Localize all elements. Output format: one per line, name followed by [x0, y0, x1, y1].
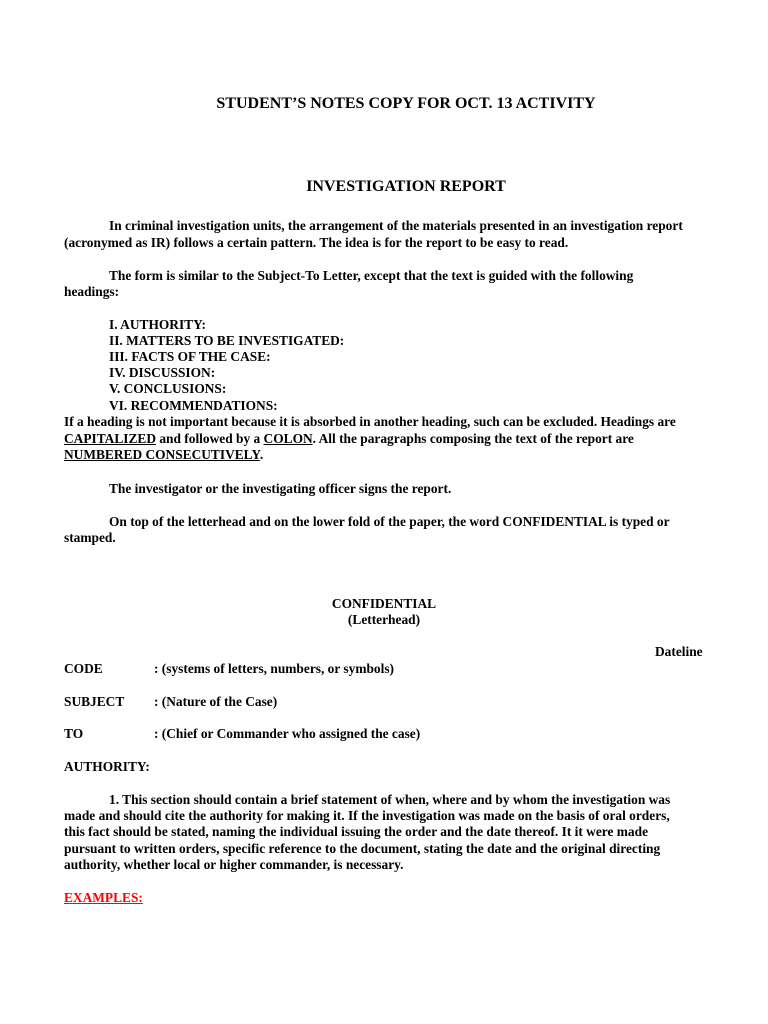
- field-label: SUBJECT: [64, 694, 125, 709]
- confidential-label: CONFIDENTIAL: [331, 596, 437, 611]
- rules-line-1: If a heading is not important because it is absorbed in another heading, such can be excluded. Headings are: [64, 414, 676, 429]
- heading-item: I. AUTHORITY:: [109, 317, 206, 332]
- heading-item: VI. RECOMMENDATIONS:: [109, 398, 278, 413]
- field-value: : (systems of letters, numbers, or symbols): [154, 661, 395, 676]
- authority-line: 1. This section should contain a brief statement of when, where and by whom the investigation was: [109, 792, 671, 807]
- authority-heading: AUTHORITY:: [64, 759, 150, 774]
- confidential-line-2: stamped.: [64, 530, 116, 545]
- field-value: : (Nature of the Case): [154, 694, 278, 709]
- letterhead-label: (Letterhead): [347, 612, 421, 627]
- numbered-term: NUMBERED CONSECUTIVELY: [64, 447, 260, 462]
- capitalized-term: CAPITALIZED: [64, 431, 157, 446]
- heading-item: II. MATTERS TO BE INVESTIGATED:: [109, 333, 345, 348]
- colon-term: COLON: [263, 431, 313, 446]
- authority-line: this fact should be stated, naming the individual issuing the order and the date thereof. It it were made: [64, 824, 649, 839]
- field-value: : (Chief or Commander who assigned the case): [154, 726, 421, 741]
- heading-item: IV. DISCUSSION:: [109, 365, 216, 380]
- rules-line-3: NUMBERED CONSECUTIVELY.: [64, 447, 264, 462]
- report-title: INVESTIGATION REPORT: [306, 178, 506, 195]
- field-label: CODE: [64, 661, 103, 676]
- heading-item: III. FACTS OF THE CASE:: [109, 349, 271, 364]
- page-title: STUDENT’S NOTES COPY FOR OCT. 13 ACTIVITY: [216, 95, 596, 112]
- authority-line: pursuant to written orders, specific reference to the document, stating the date and the original directing: [64, 841, 661, 856]
- form-line-1: The form is similar to the Subject-To Letter, except that the text is guided with the following: [109, 268, 634, 283]
- rules-line-2: CAPITALIZED and followed by a COLON. All the paragraphs composing the text of the report are: [64, 431, 634, 446]
- form-line-2: headings:: [64, 284, 120, 299]
- authority-line: authority, whether local or higher commander, is necessary.: [64, 857, 404, 872]
- field-label: TO: [64, 726, 84, 741]
- examples-heading: EXAMPLES:: [64, 890, 143, 905]
- intro-line-2: (acronymed as IR) follows a certain pattern. The idea is for the report to be easy to read.: [64, 235, 569, 250]
- confidential-line-1: On top of the letterhead and on the lower fold of the paper, the word CONFIDENTIAL is typed or: [109, 514, 670, 529]
- signs-paragraph: The investigator or the investigating officer signs the report.: [109, 481, 452, 496]
- intro-line-1: In criminal investigation units, the arrangement of the materials presented in an investigation report: [109, 218, 683, 233]
- authority-line: made and should cite the authority for making it. If the investigation was made on the basis of oral orders,: [64, 808, 670, 823]
- dateline-label: Dateline: [655, 644, 703, 659]
- heading-item: V. CONCLUSIONS:: [109, 381, 227, 396]
